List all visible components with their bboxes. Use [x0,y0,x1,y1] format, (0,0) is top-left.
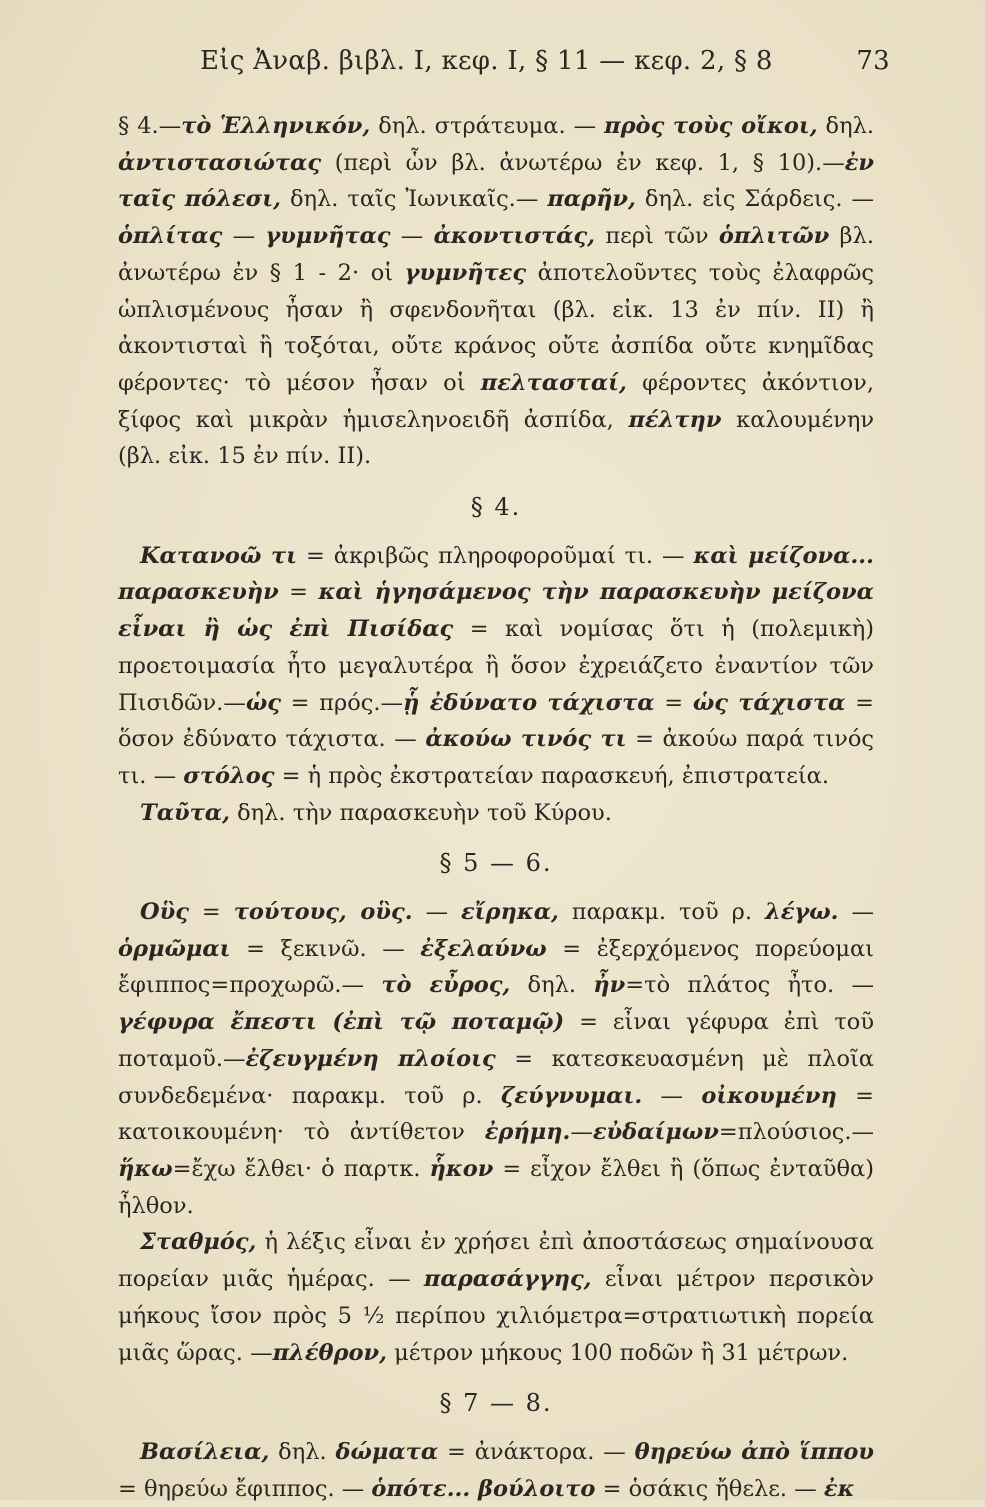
glossed-term: οἰκουμένη [701,1082,837,1109]
glossed-term: παρασάγγης, [423,1266,592,1293]
section-heading: § 4. [470,493,522,522]
paragraph-section-3-notes: § 4.—τὸ Ἑλληνικόν, δηλ. στράτευμα. — πρὸς τοὺς οἴκοι, δηλ. ἀντιστασιώτας (περὶ ὧν βλ. ἀνωτέρω ἐν κεφ. 1, § 10).—ἐν ταῖς πόλεσι, δηλ. ταῖς Ἰωνικαῖς.— παρῆν, δηλ. εἰς Σάρδεις. — ὁπλίτας — γυμνῆτας — ἀκοντιστάς, περὶ τῶν ὁπλιτῶν βλ. ἀνωτέρω ἐν § 1 - 2· οἱ γυμνῆτες ἀποτελοῦντες τοὺς ἐλαφρῶς ὡπλισμένους ἦσαν ἢ σφενδονῆται (βλ. εἰκ. 13 ἐν πίν. II) ἢ ἀκοντισταὶ ἢ τοξόται, οὔτε κράνος οὔτε ἀσπίδα οὔτε κνημῖδας φέροντες· τὸ μέσον ἦσαν οἱ πελτασταί, φέροντες ἀκόντιον, ξίφος καὶ μικρὰν ἡμισεληνοειδῆ ἀσπίδα, πέλτην καλουμένην (βλ. εἰκ. 15 ἐν πίν. II). [118,113,875,470]
paragraph-stathmos: Σταθμός, ἡ λέξις εἶναι ἐν χρήσει ἐπὶ ἀποστάσεως σημαίνουσα πορείαν μιᾶς ἡμέρας. — παρασάγγης, εἶναι μέτρον περσικὸν μήκους ἴσον πρὸς 5 ½ περίπου χιλιόμετρα=στρατιωτικὴ πορεία μιᾶς ὥρας. —πλέθρον, μέτρον μήκους 100 ποδῶν ἢ 31 μέτρων. [118,1229,874,1366]
glossed-term: στόλος [183,762,275,789]
glossed-term: παρῆν, [547,186,636,213]
glossed-term: ἐν ταῖς πόλεσι, [118,149,874,213]
glossed-term: Κατανοῶ τι [140,542,298,569]
glossed-term: ἐζευγμένη πλοίοις [245,1045,496,1072]
glossed-term: γυμνῆτες [404,259,527,286]
glossed-term: Οὓς [140,899,189,926]
section-heading: § 7 — 8. [439,1389,553,1418]
glossed-term: πλέθρον, [272,1339,387,1366]
running-title: Εἰς Ἀναβ. βιβλ. Ι, κεφ. Ι, § 11 — κεφ. 2, § 8 [200,46,773,76]
glossed-term: ἐρήμη. [484,1119,571,1146]
glossed-term: τὸ Ἑλληνικόν, [181,113,371,139]
glossed-term: ὁπλιτῶν [718,223,830,250]
paragraph-tauta: Ταῦτα, δηλ. τὴν παρασκευὴν τοῦ Κύρου. [140,799,612,826]
glossed-term: ὡς [245,689,281,716]
glossed-term: Βασίλεια, [140,1438,270,1465]
glossed-term: Ταῦτα, [140,799,230,826]
glossed-term: εὐδαίμων [592,1119,719,1146]
paragraph-hous: Οὓς = τούτους, οὓς. — εἴρηκα, παρακμ. τοῦ ρ. λέγω. — ὁρμῶμαι = ξεκινῶ. — ἐξελαύνω = ἐξερχόμενος πορεύομαι ἔφιππος=προχωρῶ.— τὸ εὖρος, δηλ. ἦν=τὸ πλάτος ἦτο. — γέφυρα ἔπεστι (ἐπὶ τῷ ποταμῷ) = εἶναι γέφυρα ἐπὶ τοῦ ποταμοῦ.—ἐζευγμένη πλοίοις = κατεσκευασμένη μὲ πλοῖα συνδεδεμένα· παρακμ. τοῦ ρ. ζεύγνυμαι. — οἰκουμένη = κατοικουμένη· τὸ ἀντίθετον ἐρήμη.—εὐδαίμων=πλούσιος.—ἥκω=ἔχω ἔλθει· ὁ παρτκ. ἧκον = εἶχον ἔλθει ἢ (ὅπως ἐνταῦθα) ἦλθον. [118,899,875,1219]
glossed-term: Σταθμός, [140,1229,257,1256]
paragraph-katanoo: Κατανοῶ τι = ἀκριβῶς πληροφοροῦμαί τι. — καὶ μείζονα... παρασκευὴν = καὶ ἡγησάμενος τὴν παρασκευὴν μείζονα εἶναι ἢ ὡς ἐπὶ Πισίδας = καὶ νομίσας ὅτι ἡ (πολεμικὴ) προετοιμασία ἦτο μεγαλυτέρα ἢ ὅσον ἐχρειάζετο ἐναντίον τῶν Πισιδῶν.—ὡς = πρός.—ᾗ ἐδύνατο τάχιστα = ὡς τάχιστα = ὅσον ἐδύνατο τάχιστα. — ἀκούω τινός τι = ἀκούω παρά τινός τι. — στόλος = ἡ πρὸς ἐκστρατείαν παρασκευή, ἐπιστρατεία. [118,542,874,789]
glossed-term: ἦν [593,972,626,999]
glossed-term: καὶ ἡγησάμενος τὴν παρασκευὴν μείζονα εἶναι ἢ ὡς ἐπὶ Πισίδας [118,579,874,643]
glossed-term: καὶ μείζονα... παρασκευὴν [118,542,874,606]
page-number: 73 [856,46,890,76]
glossed-term: ἐκ [823,1475,855,1502]
glossed-term: λέγω. [764,899,839,926]
glossed-term: ἐξελαύνω [420,935,547,962]
glossed-term: πελτασταί, [480,369,627,396]
paragraph-basileia: Βασίλεια, δηλ. δώματα = ἀνάκτορα. — θηρεύω ἀπὸ ἵππου = θηρεύω ἔφιππος. — ὁπότε... βούλοιτο = ὁσάκις ἤθελε. — ἐκ [118,1438,874,1502]
glossed-term: ἀκούω τινός τι [425,726,627,753]
glossed-term: ὁπότε... βούλοιτο [371,1475,596,1502]
glossed-term: ᾗ ἐδύνατο τάχιστα [403,689,655,716]
glossed-term: πρὸς τοὺς οἴκοι, [604,113,818,139]
glossed-term: γυμνῆτας [265,223,391,250]
glossed-term: ἧκον [429,1155,494,1182]
glossed-term: ζεύγνυμαι. [500,1082,643,1109]
glossed-term: τὸ εὖρος, [381,972,511,999]
glossed-term: ἀκοντιστάς, [433,223,596,250]
glossed-term: ἥκω [118,1155,173,1182]
section-heading: § 5 — 6. [439,849,553,878]
glossed-term: πέλτην [628,406,722,433]
commentary-body [118,108,874,1507]
glossed-term: γέφυρα ἔπεστι (ἐπὶ τῷ ποταμῷ) [118,1009,565,1036]
glossed-term: ὁπλίτας [118,223,223,250]
glossed-term: εἴρηκα, [460,899,559,926]
glossed-term: ὡς τάχιστα [692,689,846,716]
glossed-term: δώματα [335,1438,439,1465]
glossed-term: θηρεύω ἀπὸ ἵππου [634,1438,874,1465]
glossed-term: ἀντιστασιώτας [118,149,322,176]
glossed-term: τούτους, οὓς. [233,899,413,926]
glossed-term: ὁρμῶμαι [118,935,231,962]
